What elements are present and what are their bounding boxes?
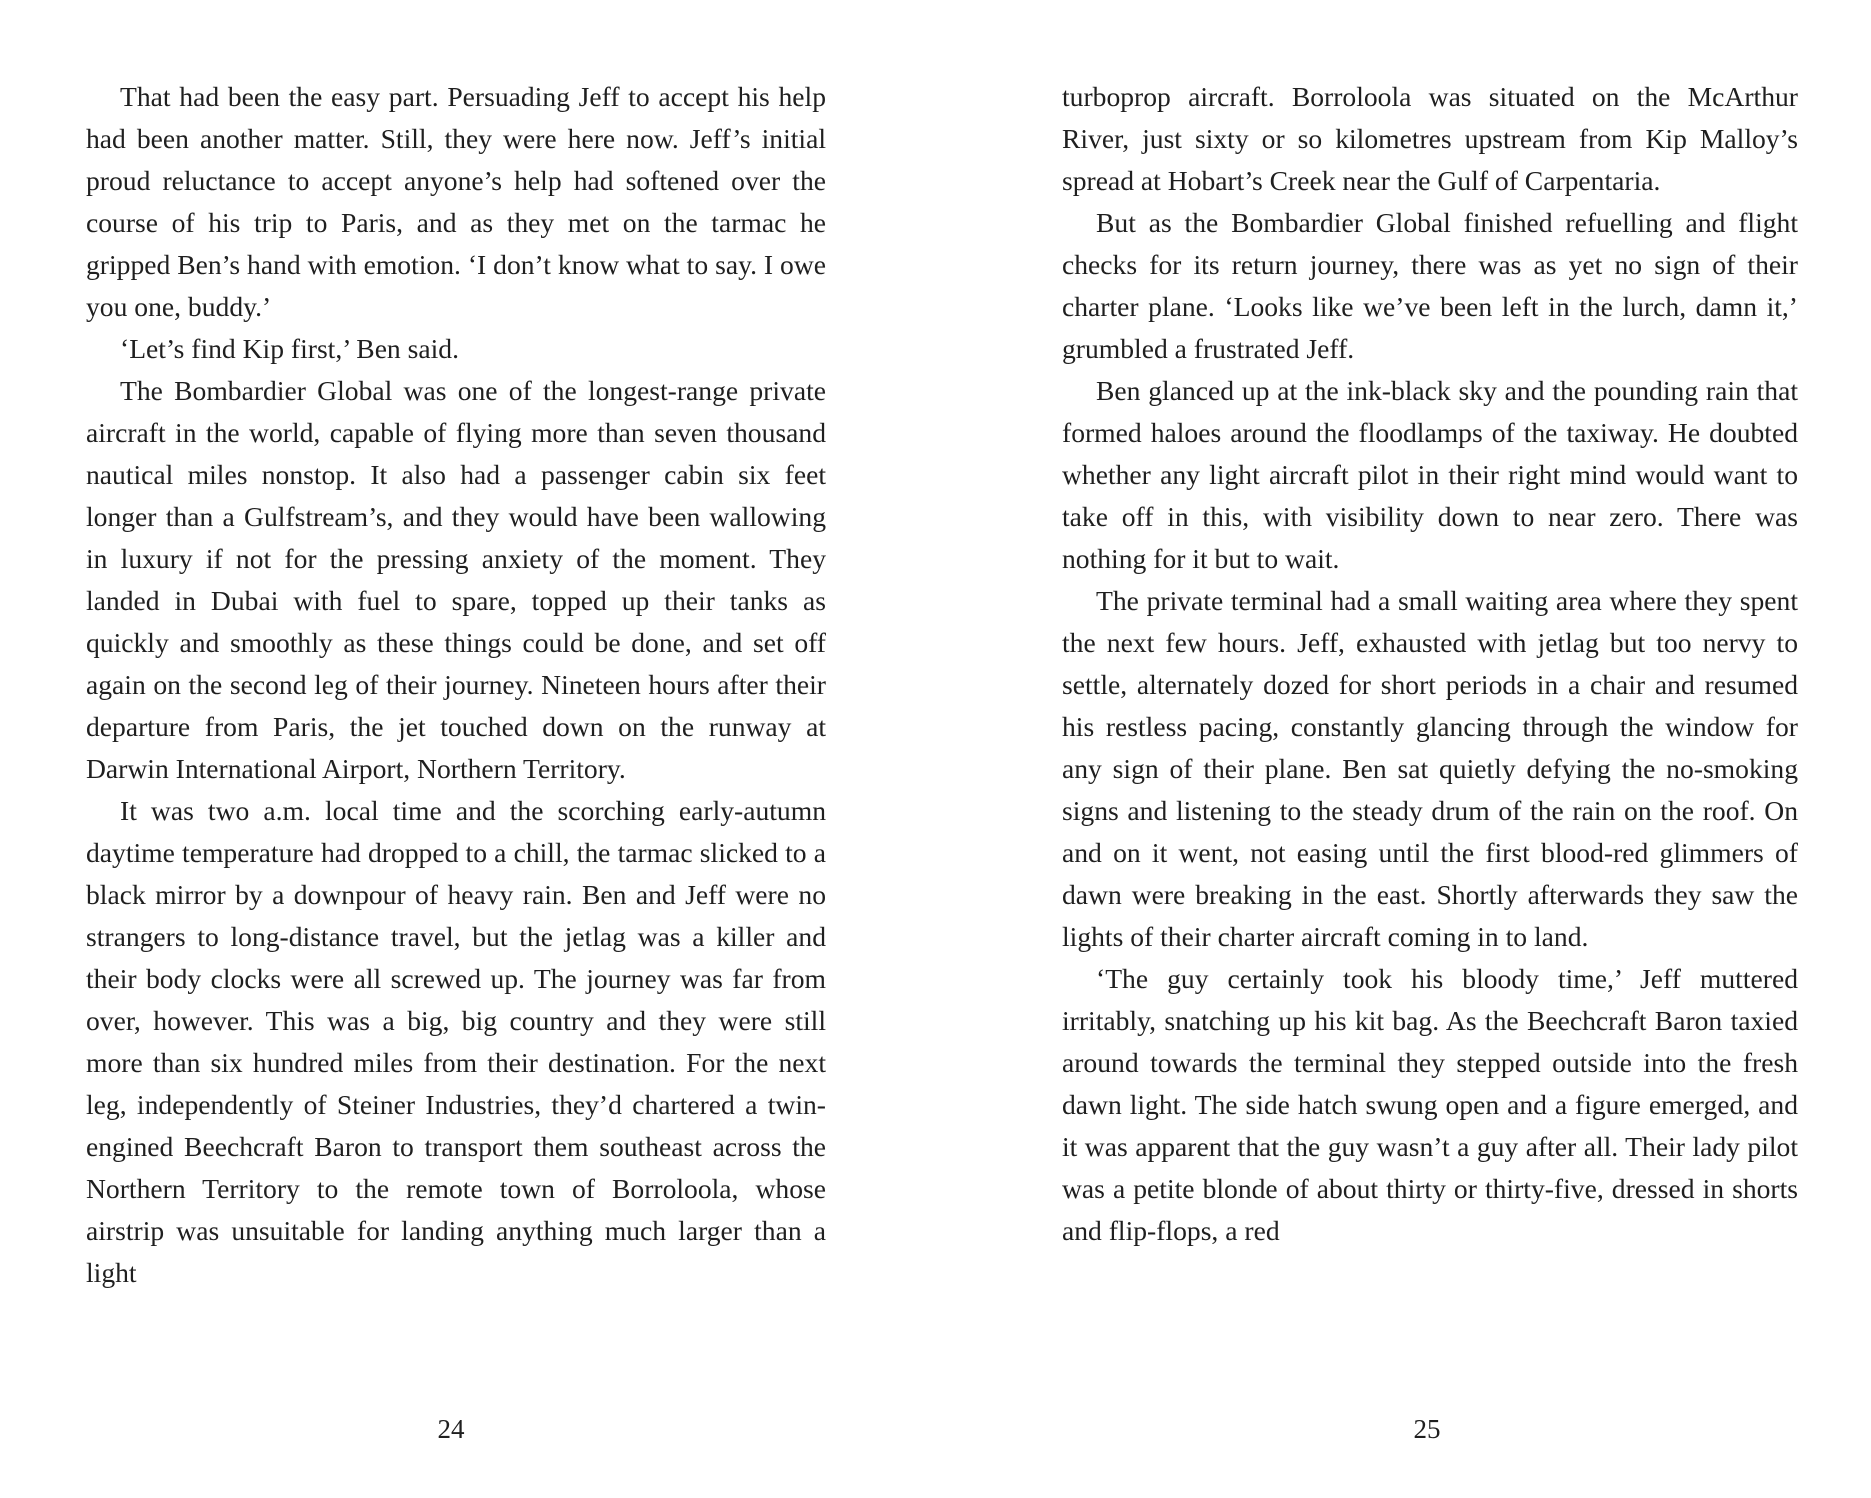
right-page-number: 25 — [1413, 1414, 1441, 1444]
right-page-text — [1062, 76, 1798, 1252]
right-page — [1062, 76, 1798, 1356]
paragraph: turboprop aircraft. Borroloola was situated on the McArthur River, just sixty or so kilometres upstream from Kip Malloy’s spread at Hobart’s Creek near the Gulf of Carpentaria. — [1062, 81, 1798, 196]
paragraph: Ben glanced up at the ink-black sky and the pounding rain that formed haloes around the floodlamps of the taxiway. He doubted whether any light aircraft pilot in their right mind would want to take off in this, with visibility down to near zero. There was nothing for it but to wait. — [1062, 375, 1798, 574]
left-page-number: 24 — [437, 1414, 465, 1444]
paragraph: But as the Bombardier Global finished refuelling and flight checks for its return journey, there was as yet no sign of their charter plane. ‘Looks like we’ve been left in the lurch, damn it,’ grumbled a frustrated Jeff. — [1062, 207, 1798, 364]
left-page — [86, 76, 826, 1356]
paragraph: ‘Let’s find Kip first,’ Ben said. — [120, 333, 459, 364]
paragraph: The Bombardier Global was one of the longest-range private aircraft in the world, capable of flying more than seven thousand nautical miles nonstop. It also had a passenger cabin six feet longer than a Gulfstream’s, and they would have been wallowing in luxury if not for the pressing anxiety of the moment. They landed in Dubai with fuel to spare, topped up their tanks as quickly and smoothly as these things could be done, and set off again on the second leg of their journey. Nineteen hours after their departure from Paris, the jet touched down on the runway at Darwin International Airport, Northern Territory. — [86, 375, 826, 784]
paragraph: ‘The guy certainly took his bloody time,’ Jeff muttered irritably, snatching up his kit bag. As the Beechcraft Baron taxied around towards the terminal they stepped outside into the fresh dawn light. The side hatch swung open and a figure emerged, and it was apparent that the guy wasn’t a guy after all. Their lady pilot was a petite blonde of about thirty or thirty-five, dressed in shorts and flip-flops, a red — [1062, 963, 1798, 1246]
paragraph: The private terminal had a small waiting area where they spent the next few hours. Jeff, exhausted with jetlag but too nervy to settle, alternately dozed for short periods in a chair and resumed his restless pacing, constantly glancing through the window for any sign of their plane. Ben sat quietly defying the no-smoking signs and listening to the steady drum of the rain on the roof. On and on it went, not easing until the first blood-red glimmers of dawn were breaking in the east. Shortly afterwards they saw the lights of their charter aircraft coming in to land. — [1062, 585, 1798, 952]
left-page-text — [86, 76, 826, 1294]
paragraph: That had been the easy part. Persuading Jeff to accept his help had been another matter. Still, they were here now. Jeff’s initial proud reluctance to accept anyone’s help had softened over the course of his trip to Paris, and as they met on the tarmac he gripped Ben’s hand with emotion. ‘I don’t know what to say. I owe you one, buddy.’ — [86, 81, 826, 322]
paragraph: It was two a.m. local time and the scorching early-autumn daytime temperature had dropped to a chill, the tarmac slicked to a black mirror by a downpour of heavy rain. Ben and Jeff were no strangers to long-distance travel, but the jetlag was a killer and their body clocks were all screwed up. The journey was far from over, however. This was a big, big country and they were still more than six hundred miles from their destination. For the next leg, independently of Steiner Industries, they’d chartered a twin-engined Beechcraft Baron to transport them southeast across the Northern Territory to the remote town of Borroloola, whose airstrip was unsuitable for landing anything much larger than a light — [86, 795, 826, 1288]
